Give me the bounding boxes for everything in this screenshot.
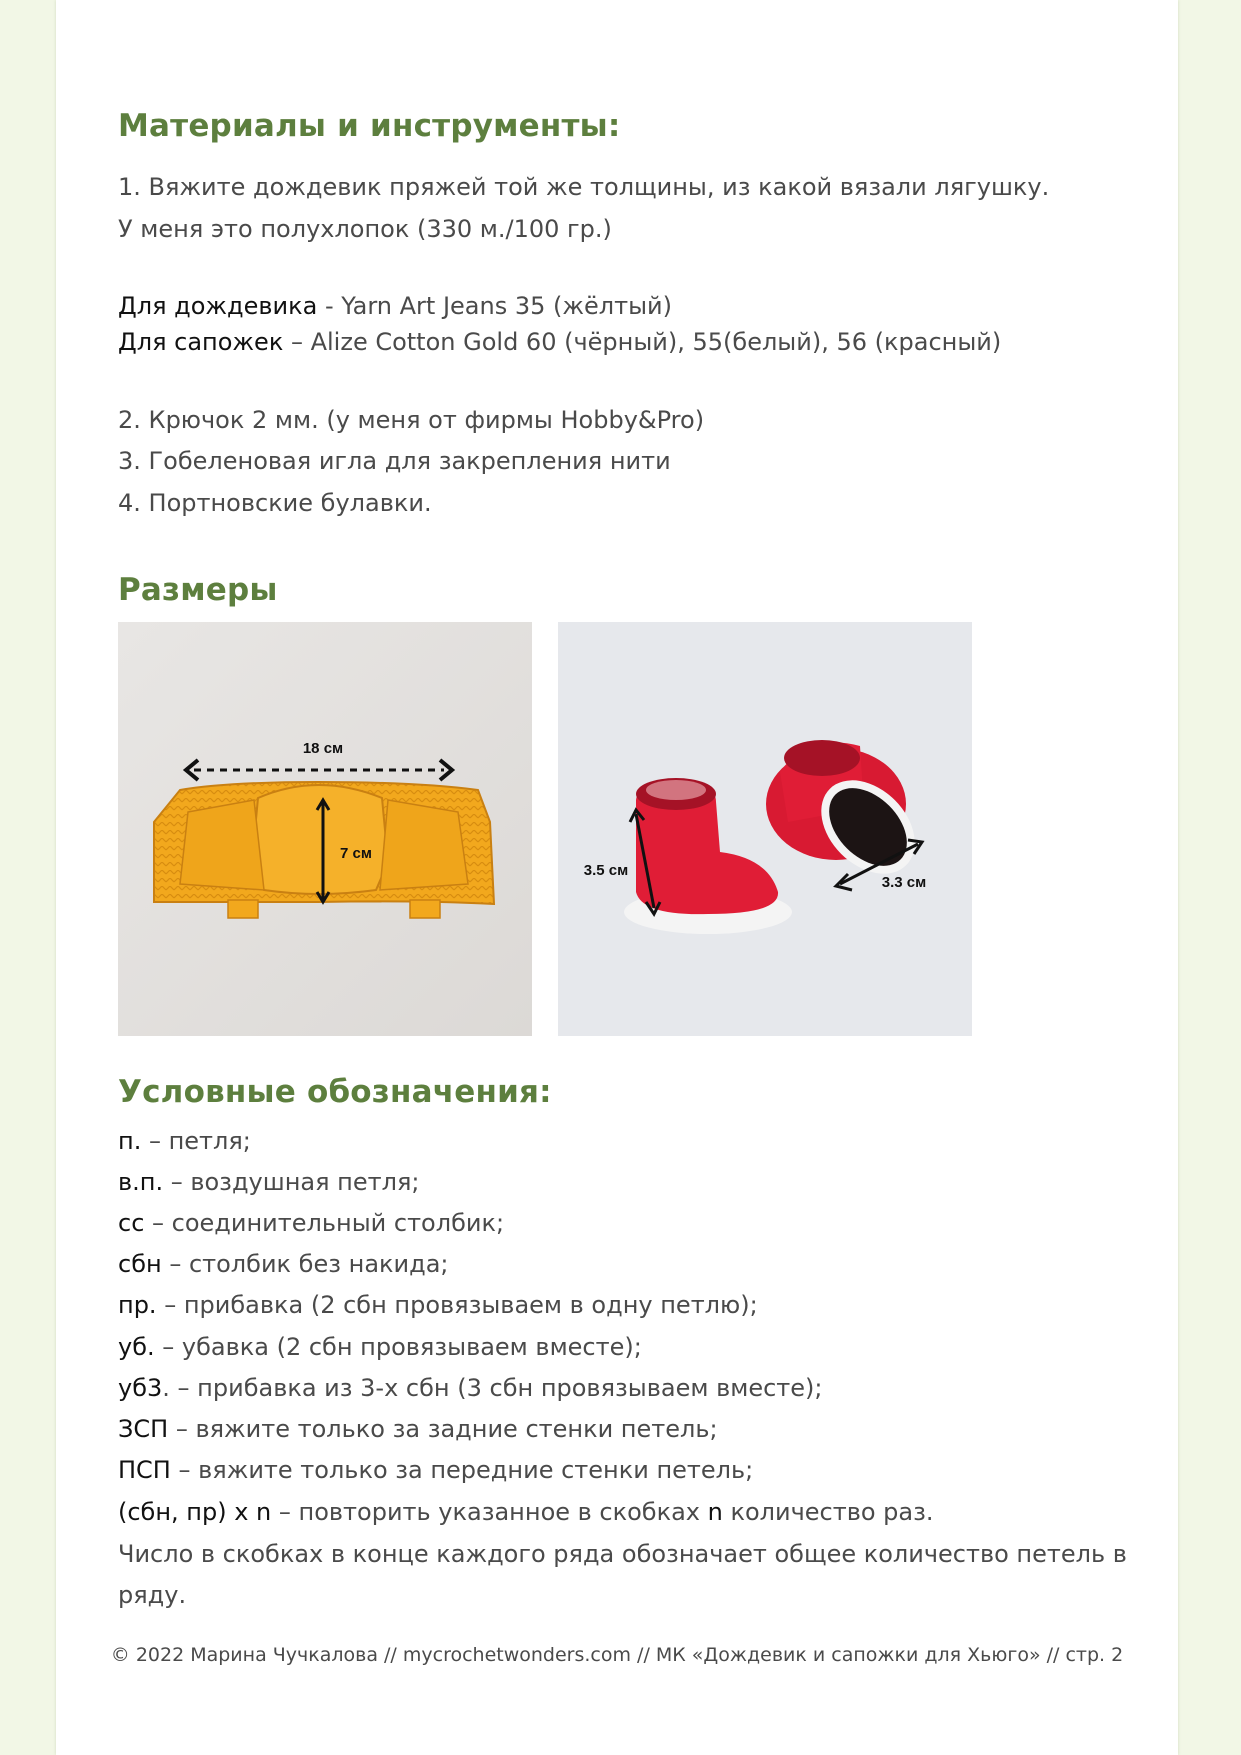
legend-text: – столбик без накида; bbox=[161, 1250, 449, 1278]
legend-item bbox=[118, 1373, 822, 1403]
legend-item bbox=[118, 1290, 758, 1320]
legend-item bbox=[118, 1249, 449, 1279]
document-page bbox=[56, 0, 1178, 1755]
legend-abbr: п. bbox=[118, 1127, 142, 1155]
legend-abbr: пр. bbox=[118, 1291, 157, 1319]
legend-item bbox=[118, 1414, 718, 1444]
legend-abbr: ПСП bbox=[118, 1456, 171, 1484]
page-footer: © 2022 Марина Чучкалова // mycrochetwonders.com // МК «Дождевик и сапожки для Хьюго» // стр. 2 bbox=[110, 1644, 1124, 1666]
materials-line-2: У меня это полухлопок (330 м./100 гр.) bbox=[118, 215, 612, 243]
raincoat-height-label: 7 см bbox=[340, 845, 372, 862]
legend-text: . – прибавка из 3-х сбн (3 сбн провязываем вместе); bbox=[162, 1374, 823, 1402]
legend-abbr: (сбн, пр) х n bbox=[118, 1498, 272, 1526]
raincoat-yarn-text: - Yarn Art Jeans 35 (жёлтый) bbox=[317, 292, 672, 320]
raincoat-width-label: 18 см bbox=[302, 740, 344, 757]
legend-item bbox=[118, 1208, 504, 1238]
legend-text: – воздушная петля; bbox=[163, 1168, 420, 1196]
materials-item-3: 3. Гобеленовая игла для закрепления нити bbox=[118, 447, 671, 475]
legend-text: – соединительный столбик; bbox=[144, 1209, 505, 1237]
boot-height-label: 3.5 см bbox=[583, 862, 629, 879]
boots-yarn-label: Для сапожек bbox=[118, 328, 284, 356]
legend-text: – петля; bbox=[141, 1127, 251, 1155]
sizes-heading: Размеры bbox=[118, 572, 278, 608]
boots-illustration bbox=[558, 622, 972, 1036]
legend-item bbox=[118, 1332, 642, 1362]
materials-item-2: 2. Крючок 2 мм. (у меня от фирмы Hobby&Pro) bbox=[118, 406, 705, 434]
legend-text: количество раз. bbox=[722, 1498, 934, 1526]
legend-item bbox=[118, 1126, 251, 1156]
boot-length-label: 3.3 см bbox=[881, 874, 927, 891]
boots-photo bbox=[558, 622, 972, 1036]
legend-abbr: в.п. bbox=[118, 1168, 164, 1196]
raincoat-yarn-line bbox=[118, 291, 672, 321]
legend-note-line-1: Число в скобках в конце каждого ряда обозначает общее количество петель в bbox=[118, 1540, 1127, 1568]
materials-line-1: 1. Вяжите дождевик пряжей той же толщины, из какой вязали лягушку. bbox=[118, 173, 1050, 201]
legend-text: – убавка (2 сбн провязываем вместе); bbox=[154, 1333, 642, 1361]
legend-text: – вяжите только за передние стенки петель; bbox=[170, 1456, 754, 1484]
legend-text: – прибавка (2 сбн провязываем в одну петлю); bbox=[156, 1291, 758, 1319]
raincoat-photo bbox=[118, 622, 532, 1036]
raincoat-yarn-label: Для дождевика bbox=[118, 292, 318, 320]
legend-abbr: сбн bbox=[118, 1250, 162, 1278]
legend-note-line-2: ряду. bbox=[118, 1581, 187, 1609]
legend-heading: Условные обозначения: bbox=[118, 1074, 552, 1110]
materials-item-4: 4. Портновские булавки. bbox=[118, 489, 432, 517]
legend-abbr: ЗСП bbox=[118, 1415, 169, 1443]
materials-heading: Материалы и инструменты: bbox=[118, 108, 621, 144]
raincoat-illustration bbox=[118, 622, 532, 1036]
legend-n: n bbox=[707, 1498, 723, 1526]
legend-abbr: сс bbox=[118, 1209, 145, 1237]
legend-repeat-item bbox=[118, 1497, 934, 1527]
legend-text: – вяжите только за задние стенки петель; bbox=[168, 1415, 718, 1443]
legend-abbr: уб. bbox=[118, 1333, 155, 1361]
legend-item bbox=[118, 1455, 753, 1485]
legend-abbr: уб3 bbox=[118, 1374, 163, 1402]
boots-yarn-line bbox=[118, 327, 1001, 357]
legend-item bbox=[118, 1167, 419, 1197]
legend-text: – повторить указанное в скобках bbox=[271, 1498, 708, 1526]
boots-yarn-text: – Alize Cotton Gold 60 (чёрный), 55(белый), 56 (красный) bbox=[283, 328, 1002, 356]
